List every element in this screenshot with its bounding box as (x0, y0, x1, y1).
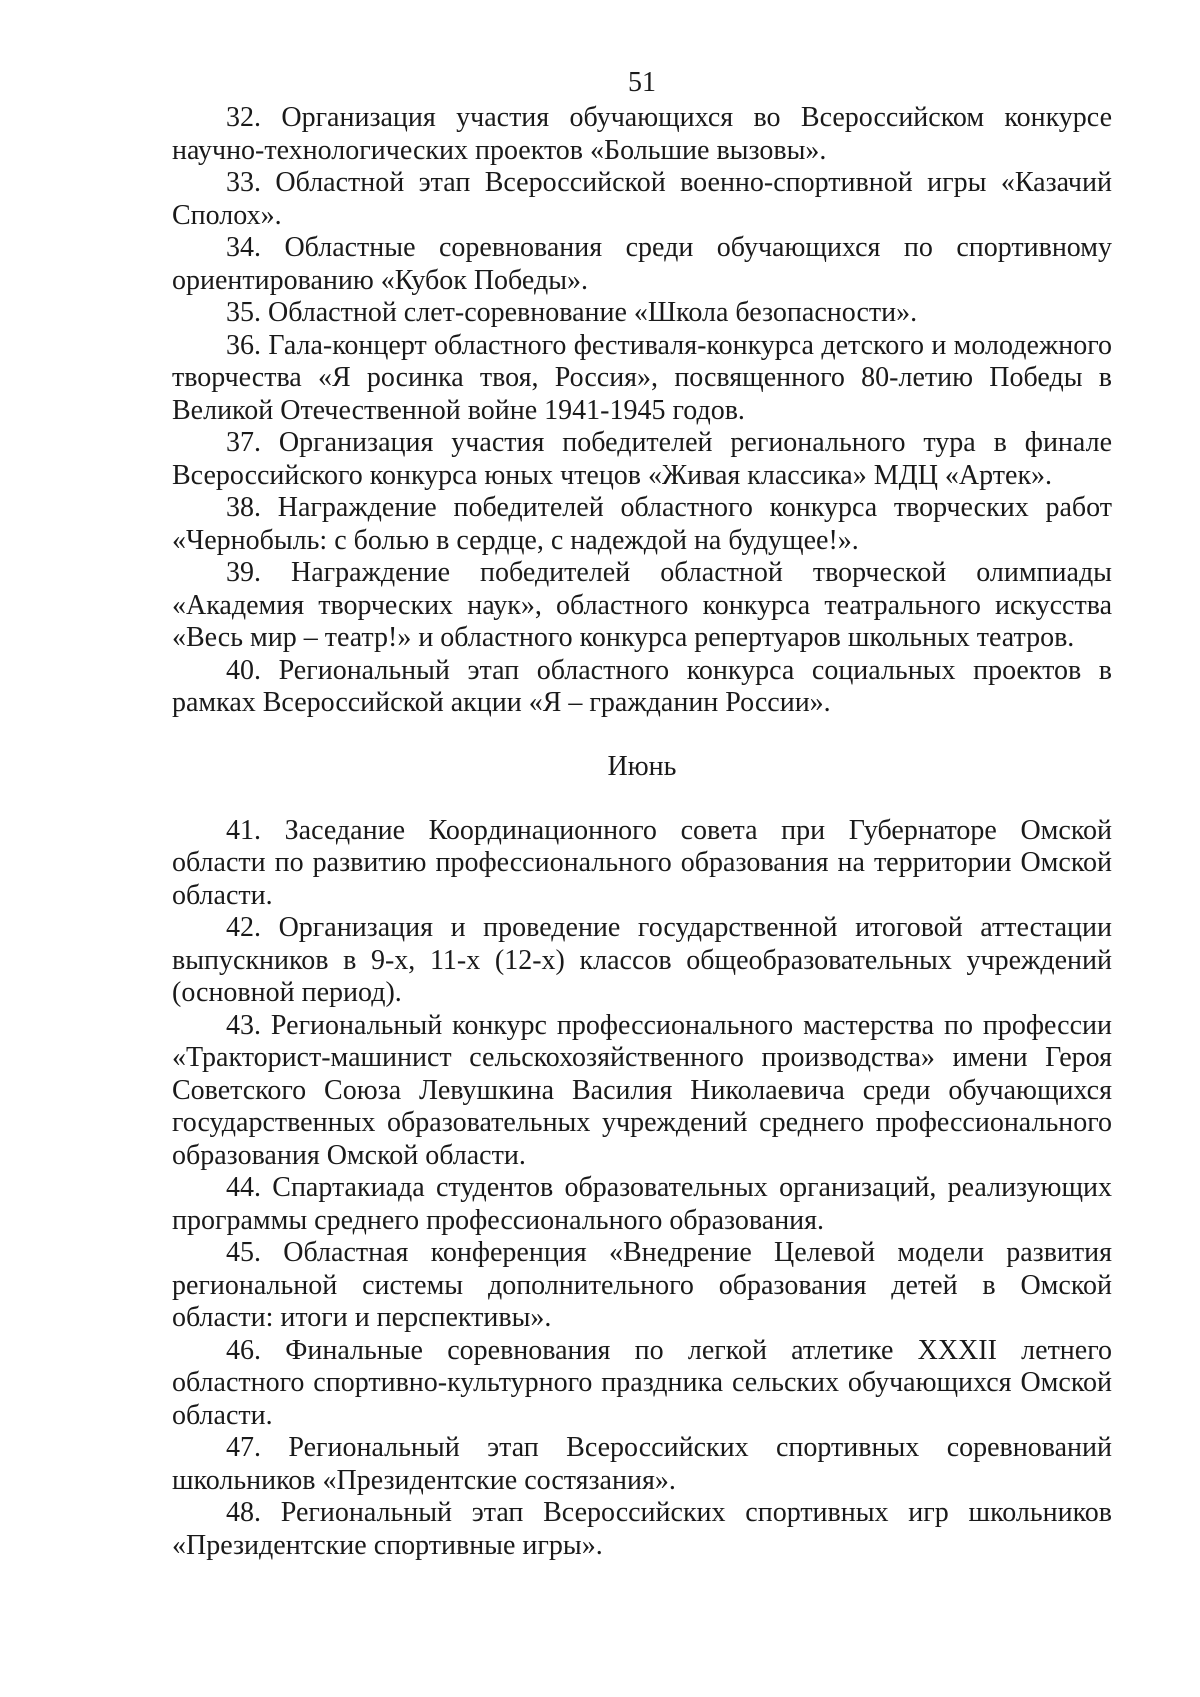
list-item-34: 34. Областные соревнования среди обучающихся по спортивному ориентированию «Кубок Победы». (172, 232, 1112, 296)
list-item-32: 32. Организация участия обучающихся во Всероссийском конкурсе научно-технологических проектов «Большие вызовы». (172, 102, 1112, 166)
list-item-42: 42. Организация и проведение государственной итоговой аттестации выпускников в 9-х, 11-х (12-х) классов общеобразовательных учреждений (основной период). (172, 912, 1112, 1008)
list-item-37: 37. Организация участия победителей регионального тура в финале Всероссийского конкурса юных чтецов «Живая классика» МДЦ «Артек». (172, 427, 1112, 491)
list-item-40: 40. Региональный этап областного конкурса социальных проектов в рамках Всероссийской акции «Я – гражданин России». (172, 654, 1112, 718)
page-number: 51 (628, 67, 656, 98)
list-item-33: 33. Областной этап Всероссийской военно-спортивной игры «Казачий Сполох». (172, 167, 1112, 231)
list-item-36: 36. Гала-концерт областного фестиваля-конкурса детского и молодежного творчества «Я росинка твоя, Россия», посвященного 80-летию Победы в Великой Отечественной войне 1941-1945 годов. (172, 329, 1112, 426)
list-item-39: 39. Награждение победителей областной творческой олимпиады «Академия творческих наук», областного конкурса театрального искусства «Весь мир – театр!» и областного конкурса репертуаров школьных театров. (172, 557, 1112, 653)
list-item-41: 41. Заседание Координационного совета при Губернаторе Омской области по развитию профессионального образования на территории Омской области. (172, 814, 1112, 911)
list-item-38: 38. Награждение победителей областного конкурса творческих работ «Чернобыль: с болью в сердце, с надеждой на будущее!». (172, 492, 1112, 556)
section-heading-june: Июнь (607, 750, 677, 782)
list-item-35: 35. Областной слет-соревнование «Школа безопасности». (226, 297, 918, 328)
list-item-48: 48. Региональный этап Всероссийских спортивных игр школьников «Президентские спортивные игры». (172, 1497, 1112, 1561)
list-item-46: 46. Финальные соревнования по легкой атлетике XXXII летнего областного спортивно-культурного праздника сельских обучающихся Омской области. (172, 1334, 1112, 1431)
list-item-43: 43. Региональный конкурс профессионального мастерства по профессии «Тракторист-машинист сельскохозяйственного производства» имени Героя Советского Союза Левушкина Василия Николаевича среди обучающихся государственных образовательных учреждений среднего профессионального образования Омской области. (172, 1009, 1112, 1171)
list-item-47: 47. Региональный этап Всероссийских спортивных соревнований школьников «Президентские состязания». (172, 1432, 1112, 1496)
list-item-45: 45. Областная конференция «Внедрение Целевой модели развития региональной системы дополнительного образования детей в Омской области: итоги и перспективы». (172, 1237, 1112, 1333)
list-item-44: 44. Спартакиада студентов образовательных организаций, реализующих программы среднего профессионального образования. (172, 1172, 1112, 1236)
document-page (172, 66, 1112, 1562)
